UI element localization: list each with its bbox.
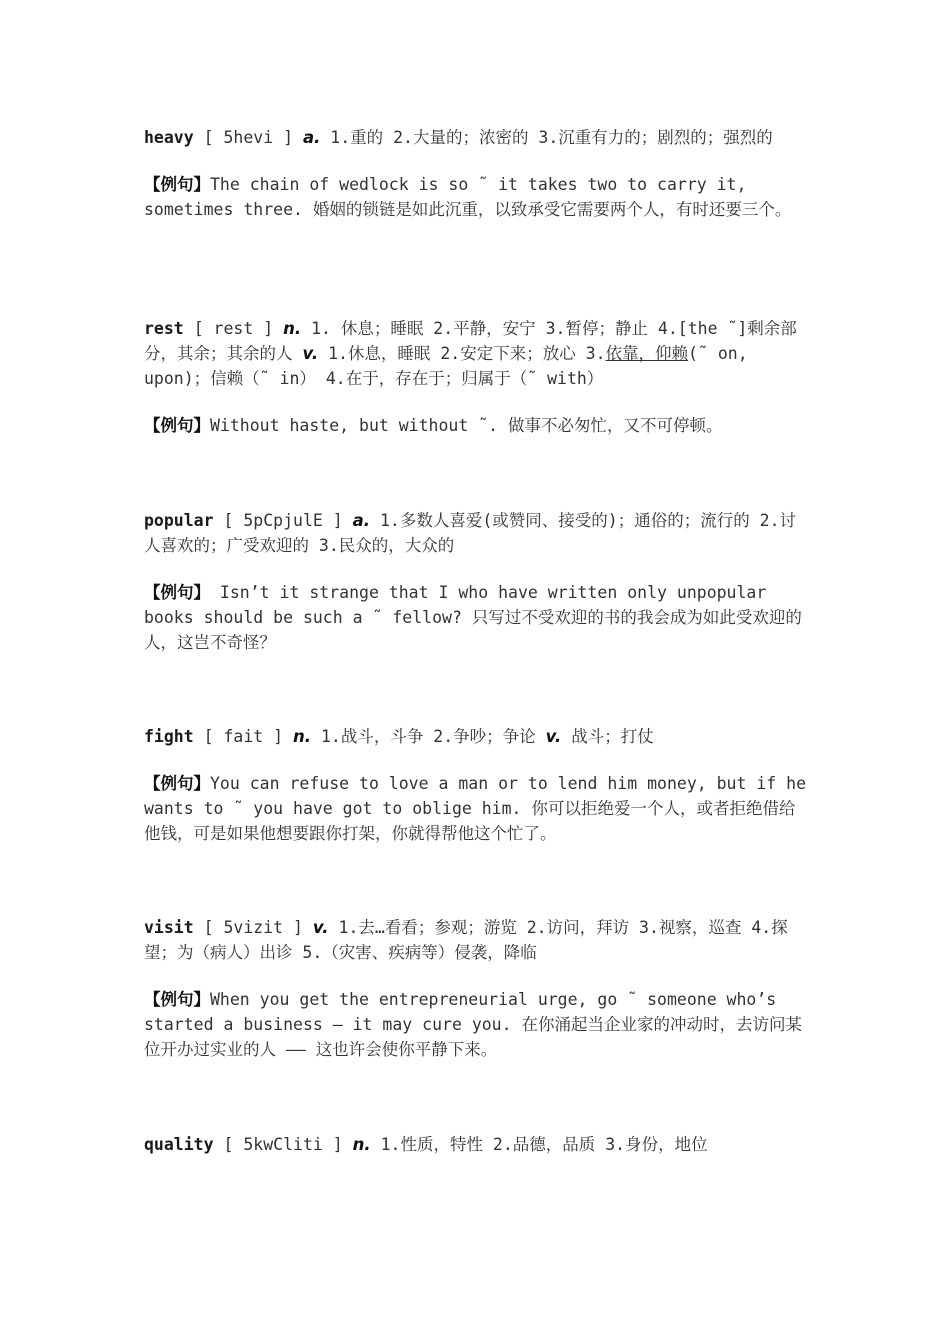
example-tag: 【例句】: [144, 416, 210, 435]
part-of-speech: n.: [293, 727, 312, 746]
part-of-speech-verb: v.: [545, 727, 562, 746]
definition: 1.重的 2.大量的；浓密的 3.沉重有力的；剧烈的；强烈的: [330, 128, 773, 147]
example-chinese: 只写过不受欢迎的书的我会成为如此受欢迎的人，这岂不奇怪？: [144, 608, 802, 652]
example: [144, 987, 809, 1062]
example-english: When you get the entrepreneurial urge, go ˜ someone who’s started a business — it may cure you.: [144, 990, 777, 1034]
entry-fight: [144, 724, 809, 846]
definition: 1.战斗，斗争 2.争吵；争论: [320, 727, 536, 746]
example: [144, 172, 809, 222]
entry-heavy: [144, 125, 809, 222]
example-chinese: 在你涌起当企业家的冲动时，去访问某位开办过实业的人 —— 这也许会使你平静下来。: [144, 1015, 802, 1059]
entry-popular: [144, 508, 809, 655]
definition: 1.去…看看；参观；游览 2.访问，拜访 3.视察，巡查 4.探望；为（病人）出诊 5.（灾害、疾病等）侵袭，降临: [144, 918, 788, 962]
example-chinese: 做事不必匆忙，又不可停顿。: [508, 416, 723, 435]
entry-visit: [144, 915, 809, 1062]
example-english: Without haste, but without ˜.: [210, 416, 499, 435]
example-tag: 【例句】: [144, 583, 210, 602]
part-of-speech-verb: v.: [302, 344, 319, 363]
part-of-speech: n.: [352, 1135, 371, 1154]
definition-line: [144, 1132, 809, 1157]
entry-quality: [144, 1132, 809, 1157]
definition-line: [144, 316, 809, 391]
example-tag: 【例句】: [144, 774, 210, 793]
example: [144, 771, 809, 846]
part-of-speech: n.: [283, 319, 302, 338]
definition-underlined: 依靠，仰赖: [605, 344, 689, 363]
entry-rest: [144, 316, 809, 438]
definition-verb: 战斗；打仗: [571, 727, 654, 746]
phonetic: [ 5kwCliti ]: [223, 1135, 343, 1154]
example-english: The chain of wedlock is so ˜ it takes two to carry it, sometimes three.: [144, 175, 747, 219]
headword: quality: [144, 1135, 214, 1154]
example-english: Isn’t it strange that I who have written only unpopular books should be such a ˜ fellow?: [144, 583, 767, 627]
definition: 1. 休息；睡眠 2.平静，安宁 3.暂停；静止 4.[the ˜]剩余部分，其余；其余的人: [144, 319, 797, 363]
part-of-speech: v.: [312, 918, 329, 937]
part-of-speech: a.: [302, 128, 321, 147]
phonetic: [ 5vizit ]: [203, 918, 303, 937]
phonetic: [ rest ]: [193, 319, 274, 338]
phonetic: [ 5hevi ]: [203, 128, 294, 147]
definition-line: [144, 125, 809, 150]
example-english: You can refuse to love a man or to lend him money, but if he wants to ˜ you have got to oblige him.: [144, 774, 807, 818]
example-chinese: 婚姻的锁链是如此沉重，以致承受它需要两个人，有时还要三个。: [312, 200, 792, 219]
phonetic: [ fait ]: [203, 727, 284, 746]
definition-verb-cont: (˜ on, upon)；信赖（˜ in） 4.在于，存在于；归属于（˜ with）: [144, 344, 748, 388]
example: [144, 580, 809, 655]
headword: popular: [144, 511, 214, 530]
definition: 1.性质，特性 2.品德，品质 3.身份，地位: [380, 1135, 708, 1154]
example: [144, 413, 809, 438]
definition: 1.多数人喜爱(或赞同、接受的)；通俗的；流行的 2.讨人喜欢的；广受欢迎的 3.民众的，大众的: [144, 511, 797, 555]
headword: fight: [144, 727, 194, 746]
definition-line: [144, 508, 809, 558]
part-of-speech: a.: [352, 511, 371, 530]
example-tag: 【例句】: [144, 175, 210, 194]
definition-verb: 1.休息，睡眠 2.安定下来；放心 3.: [328, 344, 606, 363]
headword: visit: [144, 918, 194, 937]
headword: rest: [144, 319, 184, 338]
headword: heavy: [144, 128, 194, 147]
definition-line: [144, 915, 809, 965]
example-tag: 【例句】: [144, 990, 210, 1009]
phonetic: [ 5pCpjulE ]: [223, 511, 343, 530]
definition-line: [144, 724, 809, 749]
example-chinese: 你可以拒绝爱一个人，或者拒绝借给他钱，可是如果他想要跟你打架，你就得帮他这个忙了。: [144, 799, 796, 843]
